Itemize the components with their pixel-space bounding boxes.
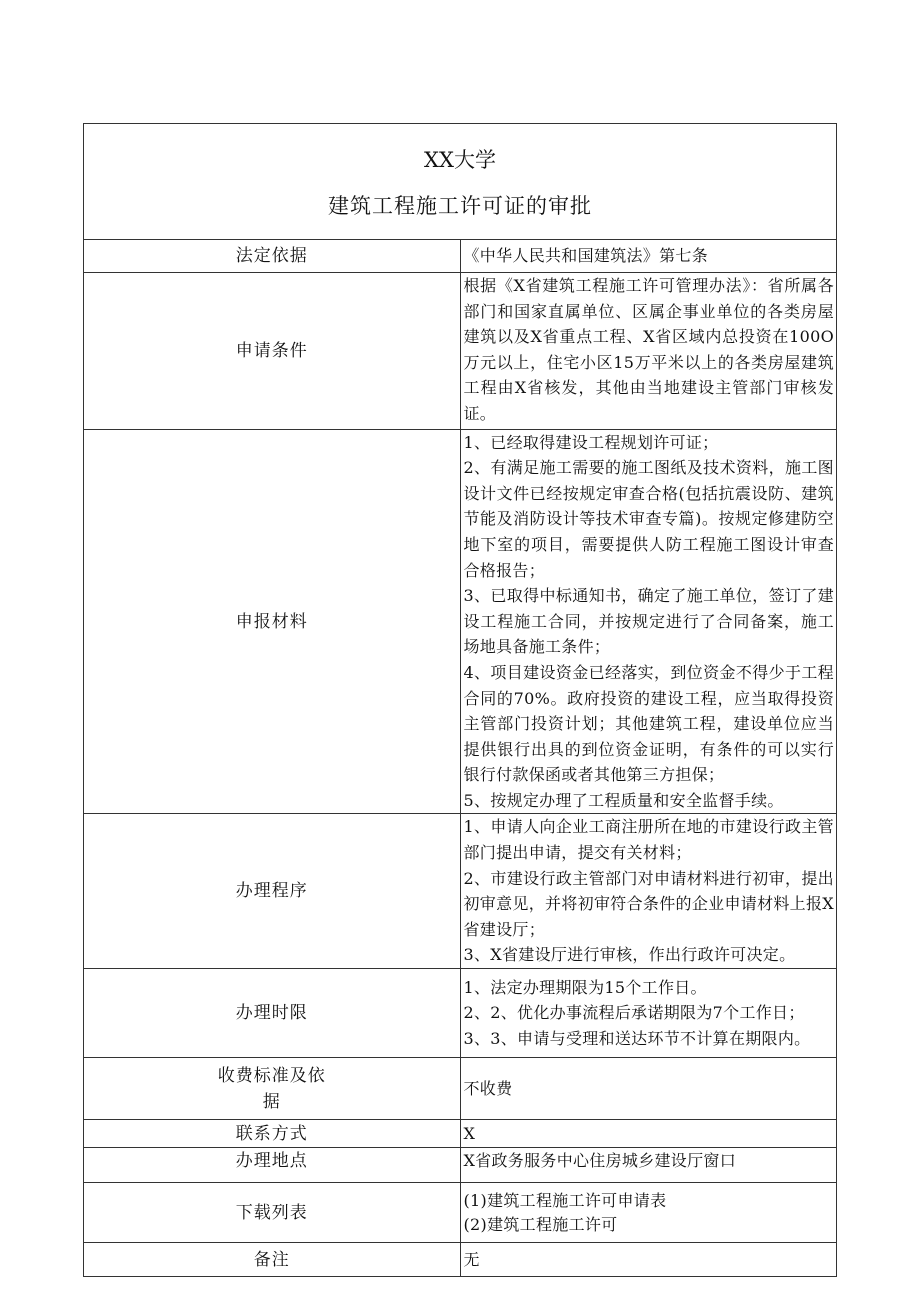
materials-item-4: 4、项目建设资金已经落实，到位资金不得少于工程合同的70%。政府投资的建设工程，应当取得投资主管部门投资计划；其他建筑工程，建设单位应当提供银行出具的到位资金证明，有条件的可以实行银行付款保函或者其他第三方担保； — [463, 662, 834, 785]
row-materials — [84, 429, 837, 814]
header-cell — [84, 124, 837, 240]
remarks-content: 无 — [460, 1243, 837, 1277]
row-downloads — [84, 1183, 837, 1243]
procedure-item-3: 3、X省建设厅进行审核，作出行政许可决定。 — [463, 945, 796, 965]
fees-label-line-1: 收费标准及依 — [217, 1065, 326, 1086]
legal-basis-label: 法定依据 — [84, 240, 461, 273]
university-name: XX大学 — [424, 147, 496, 172]
remarks-label: 备注 — [84, 1243, 461, 1277]
page-title: 建筑工程施工许可证的审批 — [328, 193, 592, 218]
download-link-application-form[interactable]: (1)建筑工程施工许可申请表 — [463, 1190, 667, 1210]
conditions-content: 根据《X省建筑工程施工许可管理办法》：省所属各部门和国家直属单位、区属企事业单位的各类房屋建筑以及X省重点工程、X省区域内总投资在100O万元以上，住宅小区15万平米以上的各类房屋建筑工程由X省核发，其他由当地建设主管部门审核发证。 — [463, 276, 834, 423]
contact-content: X — [460, 1120, 837, 1148]
row-contact — [84, 1120, 837, 1148]
conditions-cell — [460, 273, 837, 430]
row-location — [84, 1148, 837, 1183]
location-label: 办理地点 — [84, 1148, 461, 1183]
procedure-label: 办理程序 — [84, 814, 461, 969]
row-conditions — [84, 273, 837, 430]
materials-label: 申报材料 — [84, 429, 461, 814]
downloads-cell — [460, 1183, 837, 1243]
materials-cell — [460, 429, 837, 814]
row-remarks — [84, 1243, 837, 1277]
downloads-label: 下载列表 — [84, 1183, 461, 1243]
fees-content: 不收费 — [460, 1058, 837, 1120]
materials-item-3: 3、已取得中标通知书，确定了施工单位，签订了建设工程施工合同，并按规定进行了合同备案，施工场地具备施工条件； — [463, 586, 834, 657]
time-limit-label: 办理时限 — [84, 969, 461, 1058]
procedure-item-1: 1、申请人向企业工商注册所在地的市建设行政主管部门提出申请，提交有关材料； — [463, 817, 834, 863]
time-limit-item-2: 2、2、优化办事流程后承诺期限为7个工作日； — [463, 1003, 805, 1023]
materials-item-1: 1、已经取得建设工程规划许可证； — [463, 432, 719, 452]
time-limit-item-1: 1、法定办理期限为15个工作日。 — [463, 977, 707, 997]
conditions-label: 申请条件 — [84, 273, 461, 430]
row-legal-basis — [84, 240, 837, 273]
download-link-permit[interactable]: (2)建筑工程施工许可 — [463, 1214, 618, 1234]
header-row — [84, 124, 837, 240]
row-time-limit — [84, 969, 837, 1058]
time-limit-cell — [460, 969, 837, 1058]
time-limit-item-3: 3、3、申请与受理和送达环节不计算在期限内。 — [463, 1028, 811, 1048]
contact-label: 联系方式 — [84, 1120, 461, 1148]
approval-info-table — [83, 123, 837, 1277]
procedure-item-2: 2、市建设行政主管部门对申请材料进行初审，提出初审意见，并将初审符合条件的企业申请材料上报X省建设厅； — [463, 868, 834, 939]
location-content: X省政务服务中心住房城乡建设厅窗口 — [460, 1148, 837, 1183]
row-fees — [84, 1058, 837, 1120]
materials-item-2: 2、有满足施工需要的施工图纸及技术资料，施工图设计文件已经按规定审查合格(包括抗震设防、建筑节能及消防设计等技术审查专篇)。按规定修建防空地下室的项目，需要提供人防工程施工图设计审查合格报告； — [463, 458, 834, 580]
legal-basis-content: 《中华人民共和国建筑法》第七条 — [460, 240, 837, 273]
fees-label — [84, 1058, 461, 1120]
materials-item-5: 5、按规定办理了工程质量和安全监督手续。 — [463, 790, 784, 810]
procedure-cell — [460, 814, 837, 969]
row-procedure — [84, 814, 837, 969]
fees-label-line-2: 据 — [262, 1091, 281, 1112]
